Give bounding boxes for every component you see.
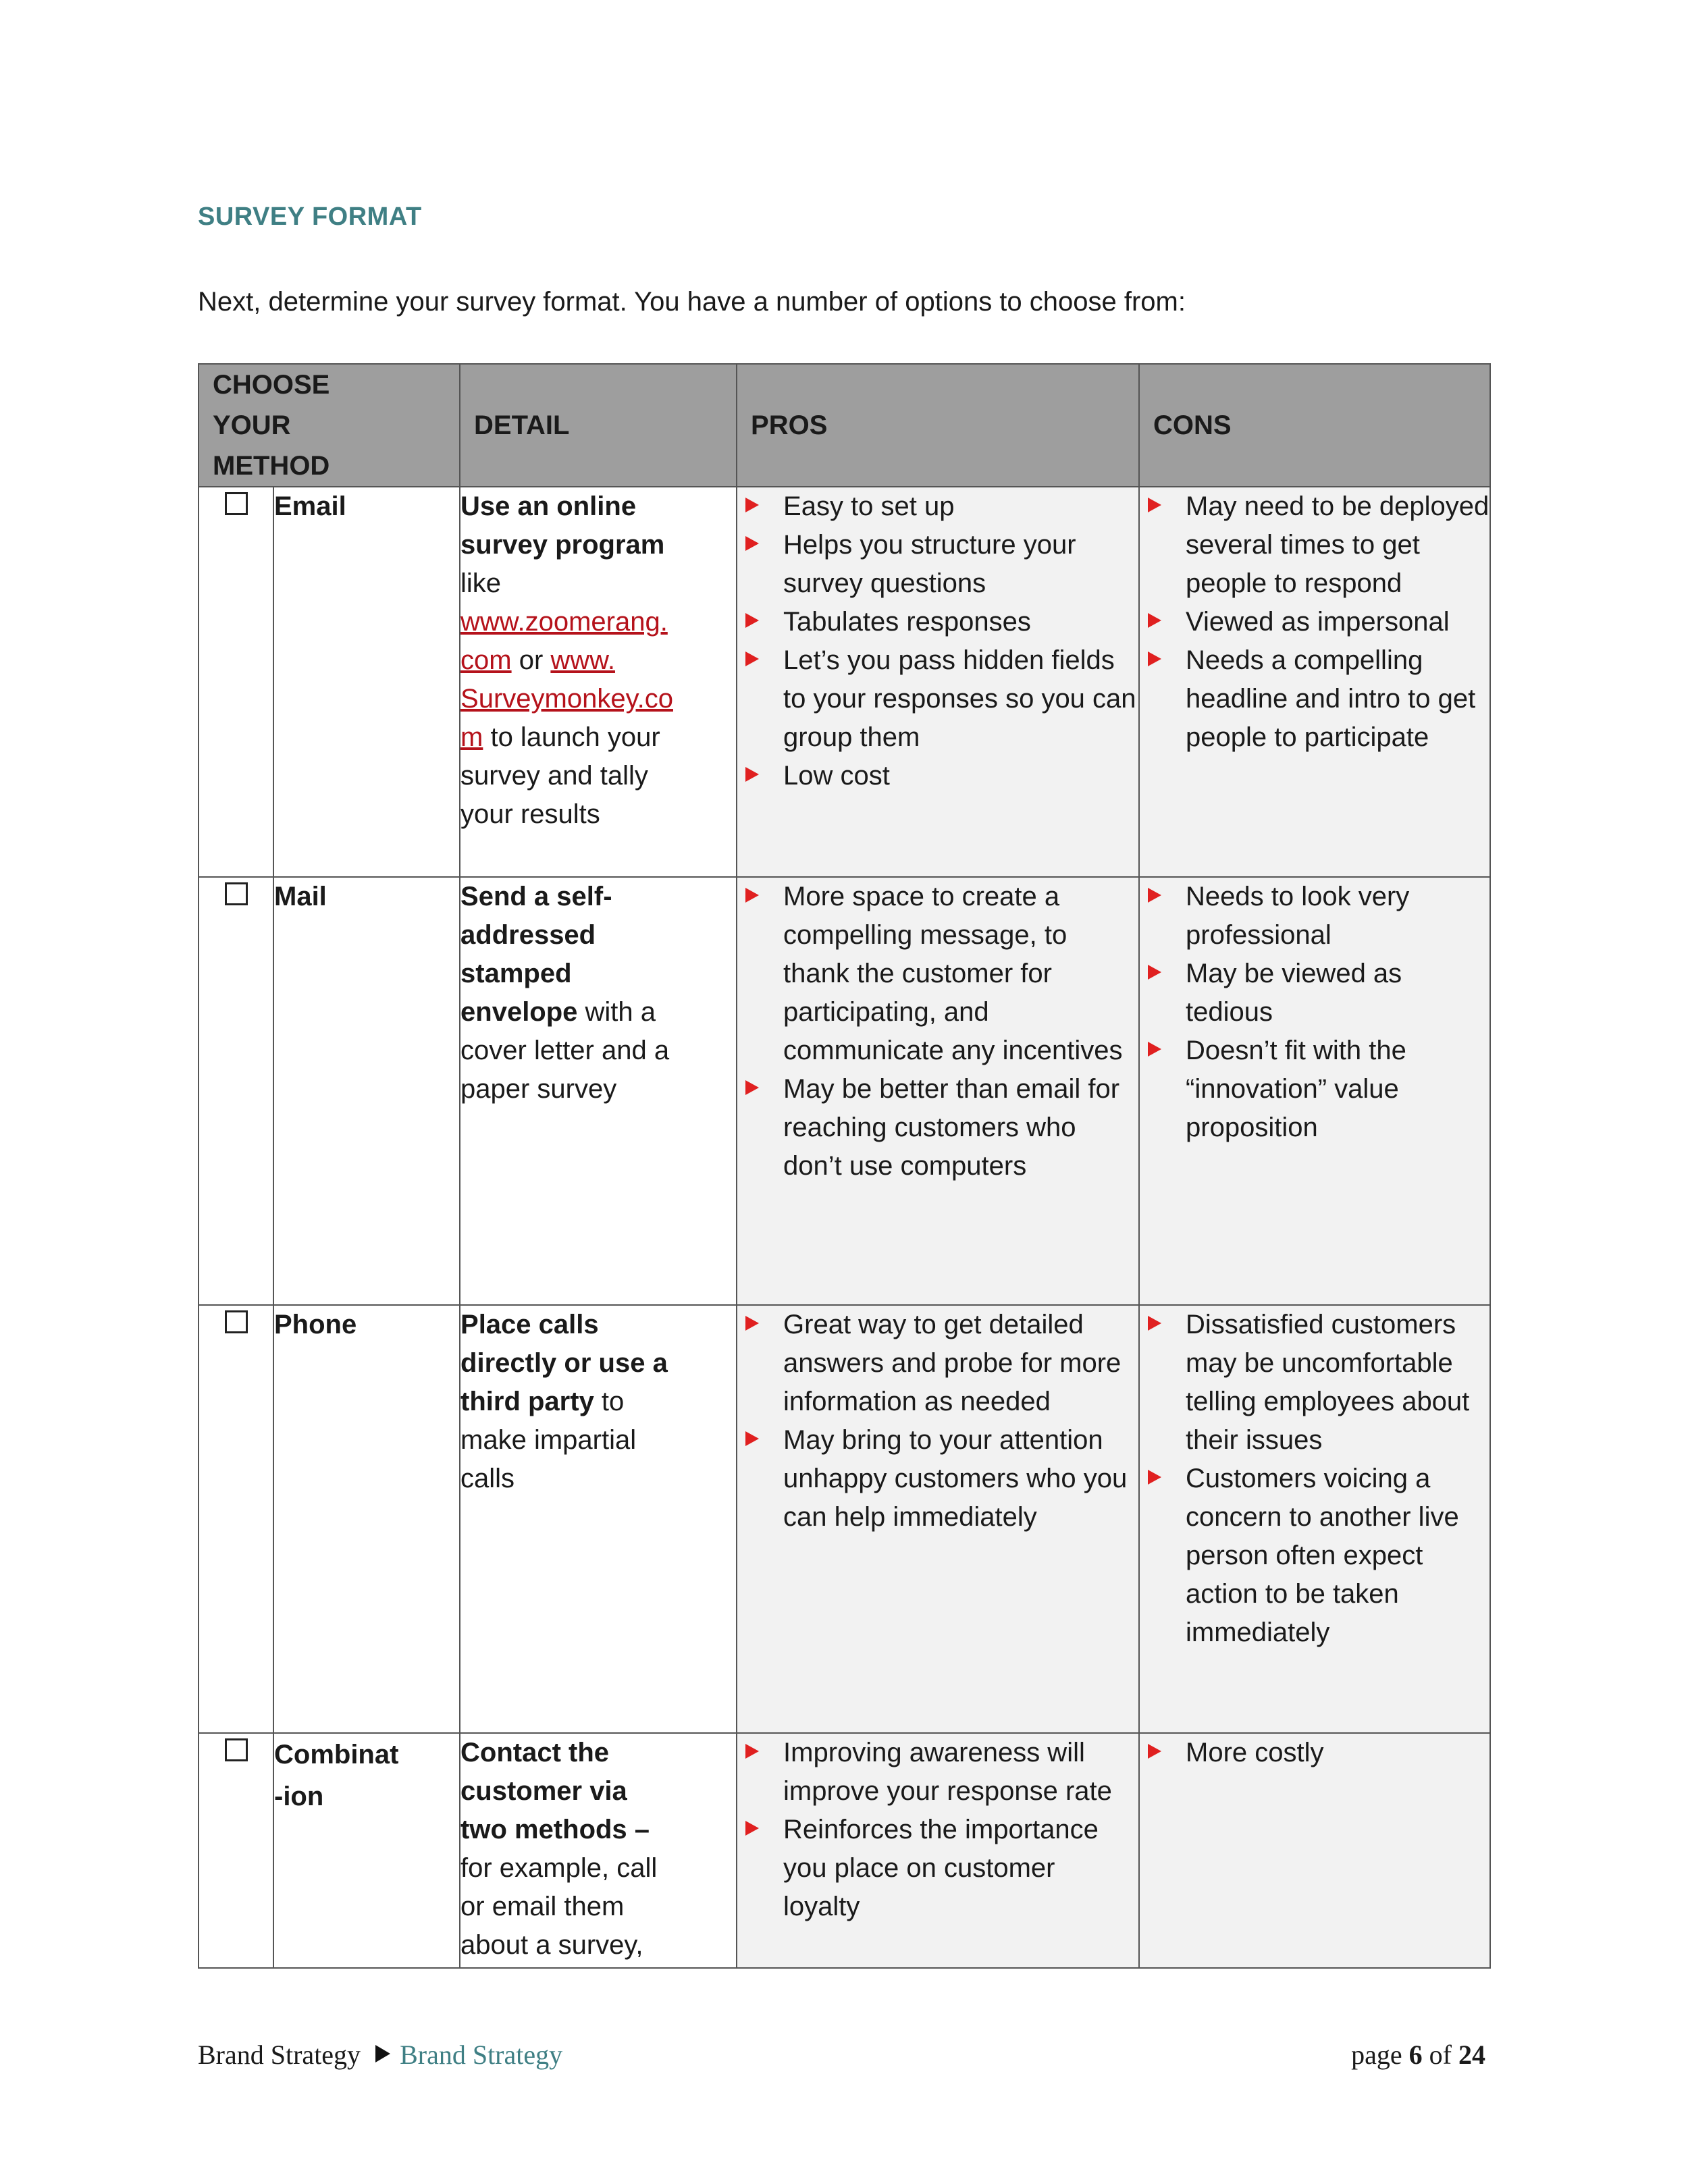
con-item: Needs to look very professional [1140,878,1489,955]
pro-item: Let’s you pass hidden fields to your responses so you can group them [737,641,1138,757]
detail-bold-text: two methods – [460,1815,650,1844]
detail-text: calls [460,1464,515,1493]
con-item: Doesn’t fit with the “innovation” value proposition [1140,1032,1489,1147]
cons-email [1139,487,1490,877]
red-triangle-bullet-icon [1148,888,1161,903]
pro-item: Easy to set up [737,487,1138,526]
red-triangle-bullet-icon [1148,613,1161,628]
combination-checkbox[interactable] [225,1738,248,1761]
of-label: of [1429,2040,1452,2070]
pro-item: Tabulates responses [737,603,1138,641]
pros-mail [737,877,1139,1305]
page-label: page [1351,2040,1402,2070]
breadcrumb-arrow-icon [375,2045,390,2062]
detail-combination [460,1733,737,1968]
detail-bold-text: Place calls [460,1310,599,1339]
red-triangle-bullet-icon [1148,651,1161,666]
footer-breadcrumb [198,2039,562,2071]
red-triangle-bullet-icon [1148,965,1161,980]
detail-text: or email them [460,1892,625,1921]
surveymonkey-link[interactable]: www. [550,645,615,675]
table-row-mail [199,877,1490,1305]
con-item: Customers voicing a concern to another live person often expect action to be taken immediately [1140,1460,1489,1652]
detail-bold-text: Use an online [460,491,637,521]
pros-email [737,487,1139,877]
red-triangle-bullet-icon [745,1431,759,1446]
red-triangle-bullet-icon [1148,1316,1161,1331]
method-email: Email [273,487,460,877]
pro-item: Great way to get detailed answers and probe for more information as needed [737,1306,1138,1421]
header-choose-method [199,364,460,487]
cons-phone [1139,1305,1490,1733]
con-item: Dissatisfied customers may be uncomfortable telling employees about their issues [1140,1306,1489,1460]
method-label: -ion [274,1782,324,1811]
detail-text: to [594,1387,625,1416]
method-combination [273,1733,460,1968]
footer-doc-title: Brand Strategy [198,2040,361,2070]
con-item: More costly [1140,1734,1489,1772]
con-item: May be viewed as tedious [1140,955,1489,1032]
detail-text: your results [460,799,600,829]
phone-checkbox[interactable] [225,1310,248,1333]
pros-phone [737,1305,1139,1733]
mail-checkbox[interactable] [225,882,248,905]
table-row-combination [199,1733,1490,1968]
detail-text: for example, call [460,1853,658,1883]
method-mail: Mail [273,877,460,1305]
cons-combination [1139,1733,1490,1968]
total-pages: 24 [1458,2040,1485,2070]
con-item: Needs a compelling headline and intro to get people to participate [1140,641,1489,757]
detail-bold-text: survey program [460,530,665,560]
detail-text: paper survey [460,1074,617,1104]
pro-item: Helps you structure your survey questions [737,526,1138,603]
pro-item: Improving awareness will improve your response rate [737,1734,1138,1811]
checkbox-cell [199,1305,273,1733]
red-triangle-bullet-icon [1148,1470,1161,1485]
detail-text: like [460,568,502,598]
detail-bold-text: Send a self- [460,882,612,911]
red-triangle-bullet-icon [745,1744,759,1759]
red-triangle-bullet-icon [745,613,759,628]
red-triangle-bullet-icon [745,888,759,903]
zoomerang-link[interactable]: com [460,645,512,675]
red-triangle-bullet-icon [1148,1042,1161,1057]
detail-email [460,487,737,877]
detail-text: cover letter and a [460,1036,670,1065]
pro-item: More space to create a compelling message, to thank the customer for participating, and communicate any incentives [737,878,1138,1070]
pro-item: Low cost [737,757,1138,795]
detail-mail [460,877,737,1305]
detail-bold-text: stamped [460,959,572,988]
method-label: Combinat [274,1740,399,1769]
detail-bold-text: Contact the [460,1738,610,1767]
header-choose-line: METHOD [213,451,330,481]
intro-paragraph: Next, determine your survey format. You have a number of options to choose from: [198,287,1186,317]
pro-item: May be better than email for reaching customers who don’t use computers [737,1070,1138,1186]
table-row-email [199,487,1490,877]
header-detail: DETAIL [460,364,737,487]
table-header-row [199,364,1490,487]
pro-item: Reinforces the importance you place on customer loyalty [737,1811,1138,1926]
detail-phone [460,1305,737,1733]
detail-bold-text: third party [460,1387,594,1416]
page-number [1351,2039,1485,2071]
header-pros: PROS [737,364,1139,487]
red-triangle-bullet-icon [1148,498,1161,512]
table-row-phone [199,1305,1490,1733]
detail-bold-text: envelope [460,997,578,1027]
header-cons: CONS [1139,364,1490,487]
header-choose-line: CHOOSE [213,370,330,400]
zoomerang-link[interactable]: www.zoomerang. [460,607,668,637]
current-page: 6 [1408,2040,1423,2070]
detail-text: to launch your [483,722,660,752]
detail-text: with a [577,997,656,1027]
email-checkbox[interactable] [225,492,248,515]
section-title: SURVEY FORMAT [198,203,422,231]
pros-combination [737,1733,1139,1968]
checkbox-cell [199,877,273,1305]
surveymonkey-link[interactable]: m [460,722,483,752]
red-triangle-bullet-icon [745,767,759,782]
detail-text: about a survey, [460,1930,643,1960]
cons-mail [1139,877,1490,1305]
checkbox-cell [199,1733,273,1968]
method-phone: Phone [273,1305,460,1733]
con-item: Viewed as impersonal [1140,603,1489,641]
detail-bold-text: directly or use a [460,1348,668,1378]
detail-text: or [511,645,551,675]
detail-bold-text: customer via [460,1776,627,1806]
checkbox-cell [199,487,273,877]
red-triangle-bullet-icon [1148,1744,1161,1759]
red-triangle-bullet-icon [745,1080,759,1095]
red-triangle-bullet-icon [745,498,759,512]
detail-text: make impartial [460,1425,637,1455]
surveymonkey-link[interactable]: Surveymonkey.co [460,684,673,714]
con-item: May need to be deployed several times to get people to respond [1140,487,1489,603]
red-triangle-bullet-icon [745,1316,759,1331]
detail-text: survey and tally [460,761,648,791]
header-choose-line: YOUR [213,410,291,440]
survey-format-table [198,363,1491,1969]
pro-item: May bring to your attention unhappy customers who you can help immediately [737,1421,1138,1537]
red-triangle-bullet-icon [745,536,759,551]
footer-section-link[interactable]: Brand Strategy [400,2040,563,2070]
detail-bold-text: addressed [460,920,596,950]
red-triangle-bullet-icon [745,1821,759,1836]
red-triangle-bullet-icon [745,651,759,666]
